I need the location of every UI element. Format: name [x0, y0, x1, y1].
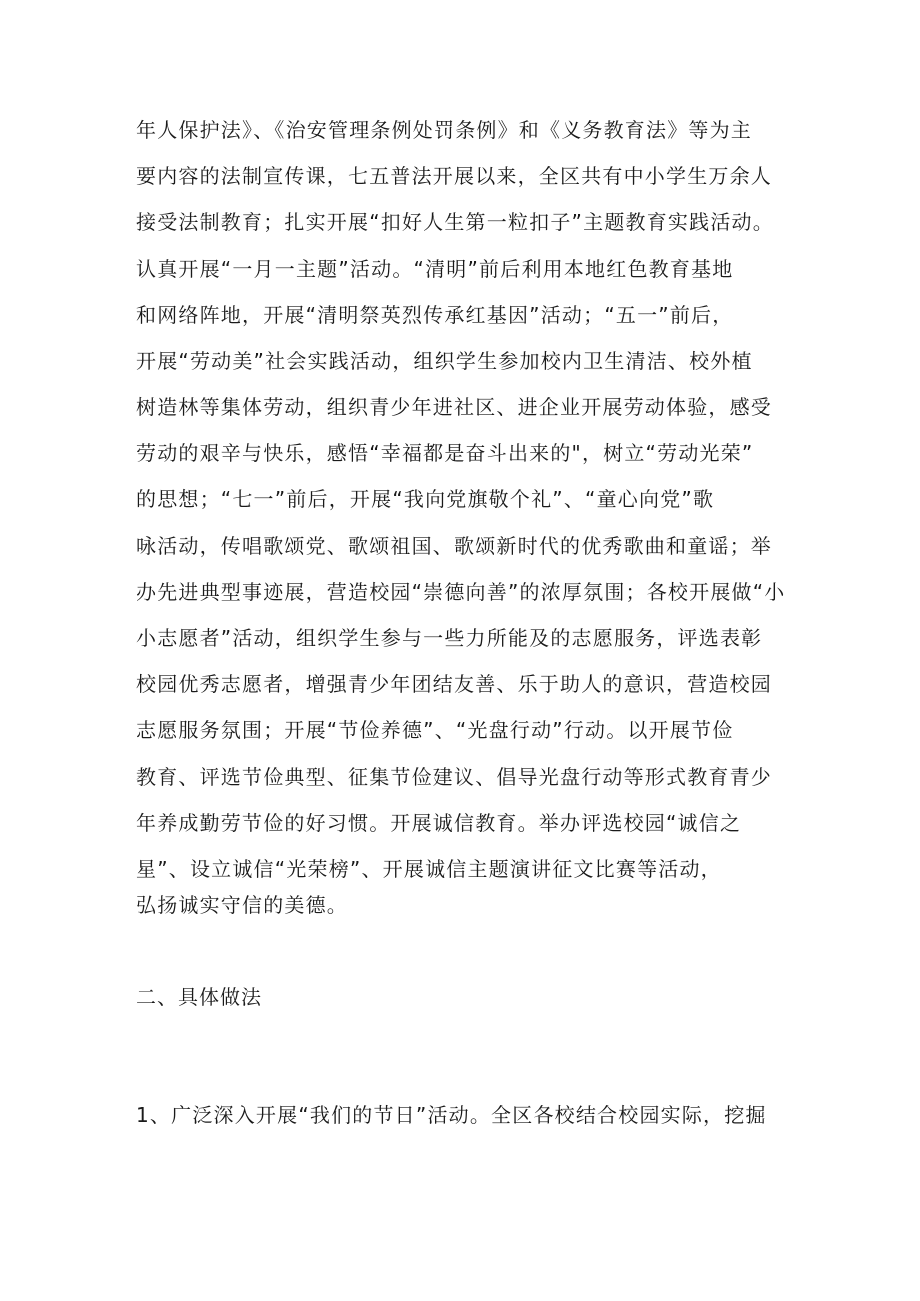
paragraph-line: 年人保护法》、《治安管理条例处罚条例》和《义务教育法》等为主 — [136, 118, 752, 142]
paragraph-line: 星”、设立诚信“光荣榜”、开展诚信主题演讲征文比赛等活动， — [136, 857, 722, 881]
paragraph-line: 接受法制教育；扎实开展“扣好人生第一粒扣子”主题教育实践活动。 — [136, 210, 774, 234]
section-heading: 二、具体做法 — [136, 985, 262, 1009]
paragraph-line: 小志愿者”活动，组织学生参与一些力所能及的志愿服务，评选表彰 — [136, 626, 763, 650]
paragraph-line: 弘扬诚实守信的美德。 — [136, 893, 348, 917]
paragraph-line: 劳动的艰辛与快乐，感悟“幸福都是奋斗出来的"，树立“劳动光荣” — [136, 441, 754, 465]
paragraph-line: 咏活动，传唱歌颂党、歌颂祖国、歌颂新时代的优秀歌曲和童谣；举 — [136, 534, 772, 558]
paragraph-line: 年养成勤劳节俭的好习惯。开展诚信教育。举办评选校园“诚信之 — [136, 811, 742, 835]
paragraph-line: 的思想；“七一”前后，开展“我向党旗敬个礼”、“童心向党”歌 — [136, 487, 715, 511]
paragraph-line: 和网络阵地，开展“清明祭英烈传承红基因”活动；“五一”前后， — [136, 303, 734, 327]
paragraph-line: 校园优秀志愿者，增强青少年团结友善、乐于助人的意识，营造校园 — [136, 672, 772, 696]
paragraph-line: 认真开展“一月一主题”活动。“清明”前后利用本地红色教育基地 — [136, 257, 734, 281]
paragraph-line: 开展“劳动美”社会实践活动，组织学生参加校内卫生清洁、校外植 — [136, 349, 753, 373]
paragraph-line: 教育、评选节俭典型、征集节俭建议、倡导光盘行动等形式教育青少 — [136, 765, 772, 789]
paragraph-line: 树造林等集体劳动，组织青少年进社区、进企业开展劳动体验，感受 — [136, 395, 772, 419]
paragraph-line: 志愿服务氛围；开展“节俭养德”、“光盘行动”行动。以开展节俭 — [136, 718, 734, 742]
paragraph-line: 要内容的法制宣传课，七五普法开展以来，全区共有中小学生万余人 — [136, 164, 772, 188]
paragraph-line: 1、广泛深入开展“我们的节日”活动。全区各校结合校园实际，挖掘 — [136, 1103, 767, 1127]
paragraph-line: 办先进典型事迹展，营造校园“崇德向善”的浓厚氛围；各校开展做“小 — [136, 580, 786, 604]
